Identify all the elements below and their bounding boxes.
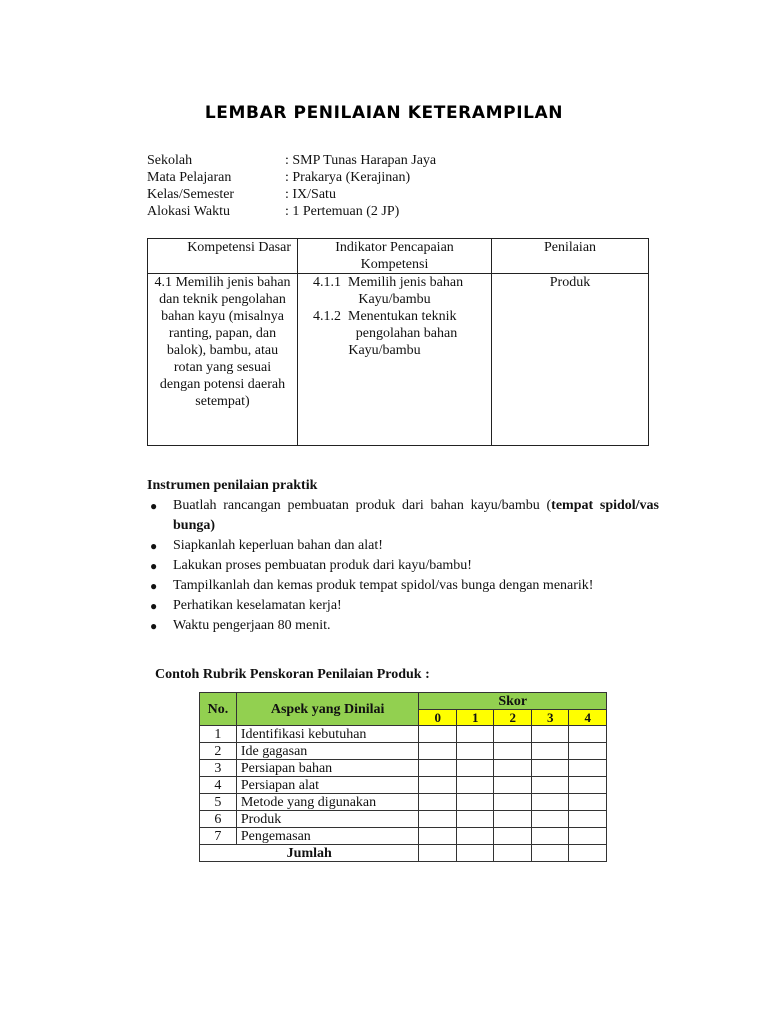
- score-cell[interactable]: [456, 726, 494, 743]
- info-label: Sekolah: [147, 153, 193, 168]
- rubric-row: [200, 777, 607, 794]
- score-cell[interactable]: [569, 828, 607, 845]
- score-cell[interactable]: [419, 828, 457, 845]
- total-cell[interactable]: [531, 845, 569, 862]
- bullet-icon: ●: [150, 579, 158, 593]
- header-text: Kompetensi Dasar: [187, 240, 291, 255]
- rubric-header-row: [200, 693, 607, 710]
- indikator-continuation: Kayu/bambu: [348, 343, 421, 358]
- score-cell[interactable]: [456, 811, 494, 828]
- rubric-row: [200, 726, 607, 743]
- score-cell[interactable]: [456, 828, 494, 845]
- bullet-icon: ●: [150, 539, 158, 553]
- rubric-row: [200, 794, 607, 811]
- header-skor: Skor: [419, 693, 607, 710]
- instrument-item: [147, 536, 659, 556]
- score-cell[interactable]: [494, 828, 532, 845]
- info-row-time: [147, 203, 436, 220]
- info-label: Kelas/Semester: [147, 187, 235, 202]
- score-cell[interactable]: [569, 726, 607, 743]
- header-indikator: Indikator Pencapaian Kompetensi: [298, 239, 492, 274]
- indikator-cell: [298, 274, 492, 446]
- row-no: 2: [200, 743, 237, 760]
- bullet-icon: ●: [150, 599, 158, 613]
- rubric-row: [200, 811, 607, 828]
- item-bold-text: tempat spidol/vas bunga: [173, 498, 660, 533]
- score-cell[interactable]: [419, 743, 457, 760]
- row-aspek: Pengemasan: [236, 828, 419, 845]
- document-title: LEMBAR PENILAIAN KETERAMPILAN: [204, 103, 564, 123]
- info-label: Mata Pelajaran: [147, 170, 232, 185]
- indikator-continuation: Kayu/bambu: [358, 292, 431, 307]
- instrument-list: [147, 496, 659, 636]
- bullet-icon: ●: [150, 619, 158, 633]
- row-aspek: Identifikasi kebutuhan: [236, 726, 419, 743]
- item-text: Siapkanlah keperluan bahan dan alat!: [173, 538, 383, 553]
- score-cell[interactable]: [531, 794, 569, 811]
- score-cell[interactable]: [494, 811, 532, 828]
- row-aspek: Persiapan bahan: [236, 760, 419, 777]
- score-cell[interactable]: [531, 777, 569, 794]
- row-no: 6: [200, 811, 237, 828]
- info-value: : IX/Satu: [285, 187, 336, 202]
- identity-info: [147, 152, 436, 220]
- score-cell[interactable]: [456, 794, 494, 811]
- score-cell[interactable]: [531, 760, 569, 777]
- row-aspek: Metode yang digunakan: [236, 794, 419, 811]
- indikator-continuation: pengolahan bahan: [355, 326, 458, 341]
- rubric-row: [200, 828, 607, 845]
- score-cell[interactable]: [569, 811, 607, 828]
- header-kompetensi-dasar: [148, 239, 298, 274]
- rubric-total-row: [200, 845, 607, 862]
- row-no: 1: [200, 726, 237, 743]
- score-cell[interactable]: [531, 726, 569, 743]
- item-text: Waktu pengerjaan 80 menit.: [173, 618, 331, 633]
- instrument-item: [147, 576, 659, 596]
- rubric-title: Contoh Rubrik Penskoran Penilaian Produk :: [155, 667, 430, 682]
- total-cell[interactable]: [456, 845, 494, 862]
- item-text-tail: ): [210, 518, 216, 533]
- indikator-item: [302, 308, 487, 325]
- row-no: 7: [200, 828, 237, 845]
- info-value: : 1 Pertemuan (2 JP): [285, 204, 400, 219]
- instrument-item: [147, 616, 659, 636]
- score-cell[interactable]: [419, 726, 457, 743]
- score-header: 4: [569, 710, 607, 726]
- competency-header-row: [148, 239, 649, 274]
- score-header: 0: [419, 710, 457, 726]
- score-cell[interactable]: [494, 743, 532, 760]
- info-row-subject: [147, 169, 436, 186]
- score-cell[interactable]: [494, 760, 532, 777]
- score-cell[interactable]: [419, 811, 457, 828]
- indikator-number: 4.1.1: [313, 275, 341, 290]
- item-text: Perhatikan keselamatan kerja!: [173, 598, 342, 613]
- instrument-item: [147, 596, 659, 616]
- score-cell[interactable]: [569, 743, 607, 760]
- row-aspek: Ide gagasan: [236, 743, 419, 760]
- bullet-icon: ●: [150, 499, 158, 513]
- indikator-number: 4.1.2: [313, 309, 341, 324]
- info-row-school: [147, 152, 436, 169]
- info-label: Alokasi Waktu: [147, 204, 230, 219]
- bullet-icon: ●: [150, 559, 158, 573]
- score-cell[interactable]: [456, 760, 494, 777]
- item-text: Lakukan proses pembuatan produk dari kayu/bambu!: [173, 558, 472, 573]
- header-penilaian: Penilaian: [492, 239, 649, 274]
- score-cell[interactable]: [456, 743, 494, 760]
- row-aspek: Produk: [236, 811, 419, 828]
- score-cell[interactable]: [531, 811, 569, 828]
- instrument-item: [147, 496, 659, 536]
- info-value: : Prakarya (Kerajinan): [285, 170, 411, 185]
- rubric-row: [200, 760, 607, 777]
- rubric-table: [199, 692, 607, 862]
- score-cell[interactable]: [569, 777, 607, 794]
- kompetensi-dasar-cell: 4.1 Memilih jenis bahan dan teknik pengolahan bahan kayu (misalnya ranting, papan, dan balok), bambu, atau rotan yang sesuai dengan potensi daerah setempat): [148, 274, 298, 446]
- score-cell[interactable]: [419, 794, 457, 811]
- score-header: 2: [494, 710, 532, 726]
- rubric-row: [200, 743, 607, 760]
- total-cell[interactable]: [494, 845, 532, 862]
- score-cell[interactable]: [419, 777, 457, 794]
- competency-row: [148, 274, 649, 446]
- indikator-text: Memilih jenis bahan: [348, 275, 464, 290]
- row-no: 3: [200, 760, 237, 777]
- item-text: Buatlah rancangan pembuatan produk dari bahan kayu/bambu (: [173, 498, 552, 513]
- score-cell[interactable]: [531, 743, 569, 760]
- total-cell[interactable]: [569, 845, 607, 862]
- indikator-text: Menentukan teknik: [348, 309, 457, 324]
- indikator-item: [302, 274, 487, 291]
- info-value: : SMP Tunas Harapan Jaya: [285, 153, 437, 168]
- score-cell[interactable]: [569, 760, 607, 777]
- instrument-item: [147, 556, 659, 576]
- score-cell[interactable]: [494, 777, 532, 794]
- total-label: Jumlah: [200, 845, 419, 862]
- info-row-class: [147, 186, 436, 203]
- row-no: 4: [200, 777, 237, 794]
- score-header: 1: [456, 710, 494, 726]
- instrument-title: Instrumen penilaian praktik: [147, 478, 318, 493]
- total-cell[interactable]: [419, 845, 457, 862]
- score-cell[interactable]: [494, 794, 532, 811]
- score-cell[interactable]: [531, 828, 569, 845]
- row-no: 5: [200, 794, 237, 811]
- score-cell[interactable]: [456, 777, 494, 794]
- score-cell[interactable]: [494, 726, 532, 743]
- row-aspek: Persiapan alat: [236, 777, 419, 794]
- score-header: 3: [531, 710, 569, 726]
- score-cell[interactable]: [569, 794, 607, 811]
- header-no: No.: [200, 693, 237, 726]
- score-cell[interactable]: [419, 760, 457, 777]
- penilaian-cell: Produk: [492, 274, 649, 446]
- item-text: Tampilkanlah dan kemas produk tempat spidol/vas bunga dengan menarik!: [173, 578, 594, 593]
- competency-table: [147, 238, 649, 446]
- header-aspek: Aspek yang Dinilai: [236, 693, 419, 726]
